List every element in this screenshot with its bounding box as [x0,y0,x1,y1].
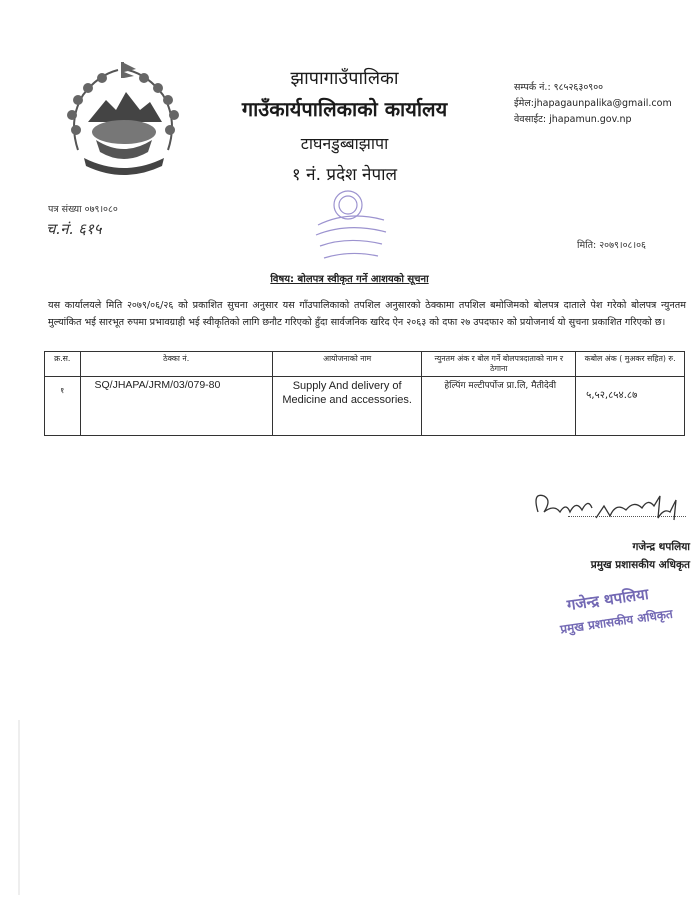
contact-website: वेवसाईट: jhapamun.gov.np [514,114,632,125]
office-seal-stamp [298,180,398,275]
cell-bidder: हेल्पिंग मल्टीपर्पोज प्रा.लि, मैतीदेवी [422,377,576,436]
stamp-line2: प्रमुख प्रशासकीय अधिकृत [559,606,674,637]
signatory-block [560,538,690,574]
col-header-project: आयोजनाको नाम [272,352,421,377]
stamp-line1: गजेन्द्र थपलिया [565,584,650,615]
contact-email: ईमेल:jhapagaunpalika@gmail.com [514,98,672,109]
letter-date: मिति: २०७९।०८।०६ [577,240,646,251]
cell-contract-no: SQ/JHAPA/JRM/03/079-80 [80,377,272,436]
cell-amount: ५,५२,८५४.८७ [576,377,685,436]
letter-number: पत्र संख्या ०७९।०८० [48,204,118,215]
office-address: टाघनडुब्बाझापा [300,134,389,153]
col-header-sn: क्र.स. [45,352,81,377]
col-header-bidder: न्युनतम अंक र बोल गर्ने बोलपत्रदाताको नाम र ठेगाना [422,352,576,377]
bid-table [44,351,685,436]
handwritten-signature [530,482,690,530]
col-header-contract: ठेक्का नं. [80,352,272,377]
notice-body: यस कार्यालयले मिति २०७९/०६/२६ को प्रकाशित सुचना अनुसार यस गाँउपालिकाको तपशिल अनुसारको ठेक्कामा तपशिल बमोजिमको बोलपत्र दाताले पेश गरेको बोलपत्र न्युनतम मुल्यांकित भई सारभूत रुपमा प्रभावग्राही भई स्वीकृतिको लागि छनौट गरिएको हुँदा सार्वजनिक खरिद ऐन २०६३ को दफा २७ उपदफा२ को प्रयोजनार्थ यो सुचना प्रकाशित गरिएको छ। [48,300,686,328]
signatory-title: प्रमुख प्रशासकीय अधिकृत [590,559,690,571]
cell-project: Supply And delivery of Medicine and accessories. [272,377,421,436]
cell-sn: १ [45,377,81,436]
dispatch-number: च.नं. ६१५ [46,220,102,238]
municipality-name: झापागाउँपालिका [290,68,399,89]
signature-line [568,516,686,517]
scan-margin-mark [18,720,20,895]
table-row [45,377,685,436]
contact-block [514,80,694,128]
subject-text: विषय: बोलपत्र स्वीकृत गर्ने आशयको सूचना [270,274,429,285]
col-header-amount: कबोल अंक ( मुअकर सहित) रु. [576,352,685,377]
office-name: गाउँकार्यपालिकाको कार्यालय [241,97,448,121]
subject-line [0,271,699,285]
table-header-row [45,352,685,377]
signatory-name: गजेन्द्र थपलिया [632,541,690,553]
province-name: १ नं. प्रदेश नेपाल [291,165,398,185]
contact-phone: सम्पर्क नं.: ९८५२६३०९०० [514,82,604,93]
officer-stamp [554,578,699,638]
